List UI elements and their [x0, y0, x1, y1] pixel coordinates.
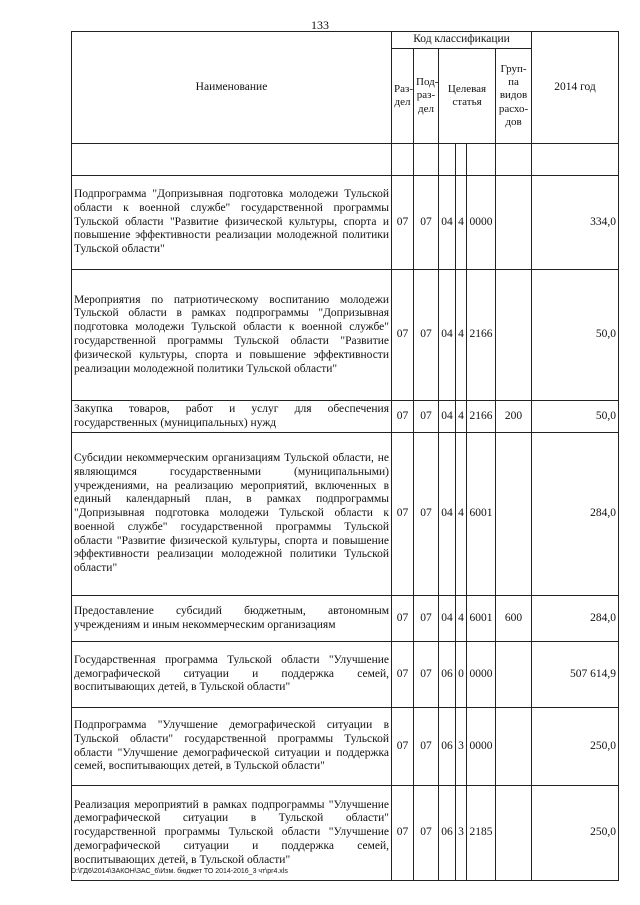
header-section: Раз- дел — [392, 49, 414, 144]
row-name: Подпрограмма "Улучшение демографической ситуации в Тульской области" государственной программы Тульской области "Улучшение демографической ситуации и поддержка семей, воспитывающих детей, в Тульской области" — [72, 708, 392, 786]
row-section: 07 — [392, 176, 414, 270]
row-subsection: 07 — [414, 786, 439, 881]
table-row — [72, 596, 619, 642]
row-expense-type — [496, 786, 532, 881]
row-expense-type: 600 — [496, 596, 532, 642]
row-target-program: 06 — [439, 642, 456, 708]
table-row — [72, 708, 619, 786]
row-name: Закупка товаров, работ и услуг для обеспечения государственных (муниципальных) нужд — [72, 401, 392, 433]
row-target-subprogram: 3 — [456, 786, 467, 881]
row-name: Государственная программа Тульской области "Улучшение демографической ситуации и поддержка семей, воспитывающих детей, в Тульской области" — [72, 642, 392, 708]
header-subsection: Под- раз- дел — [414, 49, 439, 144]
row-target-subprogram: 4 — [456, 270, 467, 401]
row-expense-type: 200 — [496, 401, 532, 433]
row-section: 07 — [392, 596, 414, 642]
row-target-program: 04 — [439, 270, 456, 401]
row-subsection: 07 — [414, 708, 439, 786]
row-target-program: 04 — [439, 433, 456, 596]
row-name: Подпрограмма "Допризывная подготовка молодежи Тульской области к военной службе" государственной программы Тульской области "Развитие физической культуры, спорта и повышение эффективности реализации молодежной политики Тульской области" — [72, 176, 392, 270]
header-target-article: Целевая статья — [439, 49, 496, 144]
header-spacer-row — [72, 144, 619, 176]
row-subsection: 07 — [414, 270, 439, 401]
row-amount: 50,0 — [532, 401, 619, 433]
row-section: 07 — [392, 708, 414, 786]
row-amount: 284,0 — [532, 596, 619, 642]
row-target-direction: 6001 — [467, 433, 496, 596]
row-target-subprogram: 4 — [456, 401, 467, 433]
row-name: Мероприятия по патриотическому воспитанию молодежи Тульской области в рамках подпрограммы "Допризывная подготовка молодежи Тульской области к военной службе" государственной программы Тульской области "Развитие физической культуры, спорта и повышение эффективности реализации молодежной политики Тульской области" — [72, 270, 392, 401]
row-target-direction: 0000 — [467, 708, 496, 786]
header-expense-type-group: Груп- па видов расхо- дов — [496, 49, 532, 144]
row-amount: 284,0 — [532, 433, 619, 596]
row-target-subprogram: 0 — [456, 642, 467, 708]
row-expense-type — [496, 176, 532, 270]
row-target-direction: 0000 — [467, 176, 496, 270]
row-target-program: 06 — [439, 708, 456, 786]
row-name: Реализация мероприятий в рамках подпрограммы "Улучшение демографической ситуации в Тульской области" государственной программы Тульской области "Улучшение демографической ситуации и поддержка семей, воспитывающих детей, в Тульской области" — [72, 786, 392, 881]
table-row — [72, 433, 619, 596]
row-target-subprogram: 4 — [456, 596, 467, 642]
row-target-program: 04 — [439, 176, 456, 270]
table-row — [72, 176, 619, 270]
row-target-direction: 0000 — [467, 642, 496, 708]
row-target-direction: 2185 — [467, 786, 496, 881]
header-year: 2014 год — [532, 32, 619, 144]
row-subsection: 07 — [414, 176, 439, 270]
row-amount: 334,0 — [532, 176, 619, 270]
budget-table — [71, 31, 619, 881]
header-classification-code: Код классификации — [392, 32, 532, 49]
row-target-program: 04 — [439, 401, 456, 433]
row-subsection: 07 — [414, 642, 439, 708]
row-target-direction: 2166 — [467, 401, 496, 433]
page-number: 133 — [311, 18, 329, 32]
row-target-direction: 6001 — [467, 596, 496, 642]
table-row — [72, 401, 619, 433]
row-expense-type — [496, 270, 532, 401]
row-target-subprogram: 4 — [456, 176, 467, 270]
row-name: Предоставление субсидий бюджетным, автономным учреждениям и иным некоммерческим организациям — [72, 596, 392, 642]
row-amount: 250,0 — [532, 786, 619, 881]
row-target-program: 04 — [439, 596, 456, 642]
row-expense-type — [496, 642, 532, 708]
row-section: 07 — [392, 401, 414, 433]
row-subsection: 07 — [414, 433, 439, 596]
row-section: 07 — [392, 786, 414, 881]
file-path-footer: D:\ГД6\2014\ЗАКОН\ЗАС_6\Изм. бюджет ТО 2014-2016_3 чт\pr4.xls — [71, 868, 288, 875]
row-amount: 250,0 — [532, 708, 619, 786]
row-target-subprogram: 3 — [456, 708, 467, 786]
row-subsection: 07 — [414, 401, 439, 433]
row-amount: 50,0 — [532, 270, 619, 401]
row-name: Субсидии некоммерческим организациям Тульской области, не являющимся государственными (муниципальными) учреждениями, на реализацию мероприятий, включенных в единый календарный план, в рамках подпрограммы "Допризывная подготовка молодежи Тульской области к военной службе" государственной программы Тульской области "Развитие физической культуры, спорта и повышение эффективности реализации молодежной политики Тульской области" — [72, 433, 392, 596]
row-target-program: 06 — [439, 786, 456, 881]
table-row — [72, 642, 619, 708]
row-expense-type — [496, 708, 532, 786]
table-row — [72, 270, 619, 401]
row-target-direction: 2166 — [467, 270, 496, 401]
row-subsection: 07 — [414, 596, 439, 642]
row-section: 07 — [392, 433, 414, 596]
row-target-subprogram: 4 — [456, 433, 467, 596]
table-row — [72, 786, 619, 881]
row-amount: 507 614,9 — [532, 642, 619, 708]
row-section: 07 — [392, 270, 414, 401]
header-name: Наименование — [72, 32, 392, 144]
row-section: 07 — [392, 642, 414, 708]
row-expense-type — [496, 433, 532, 596]
